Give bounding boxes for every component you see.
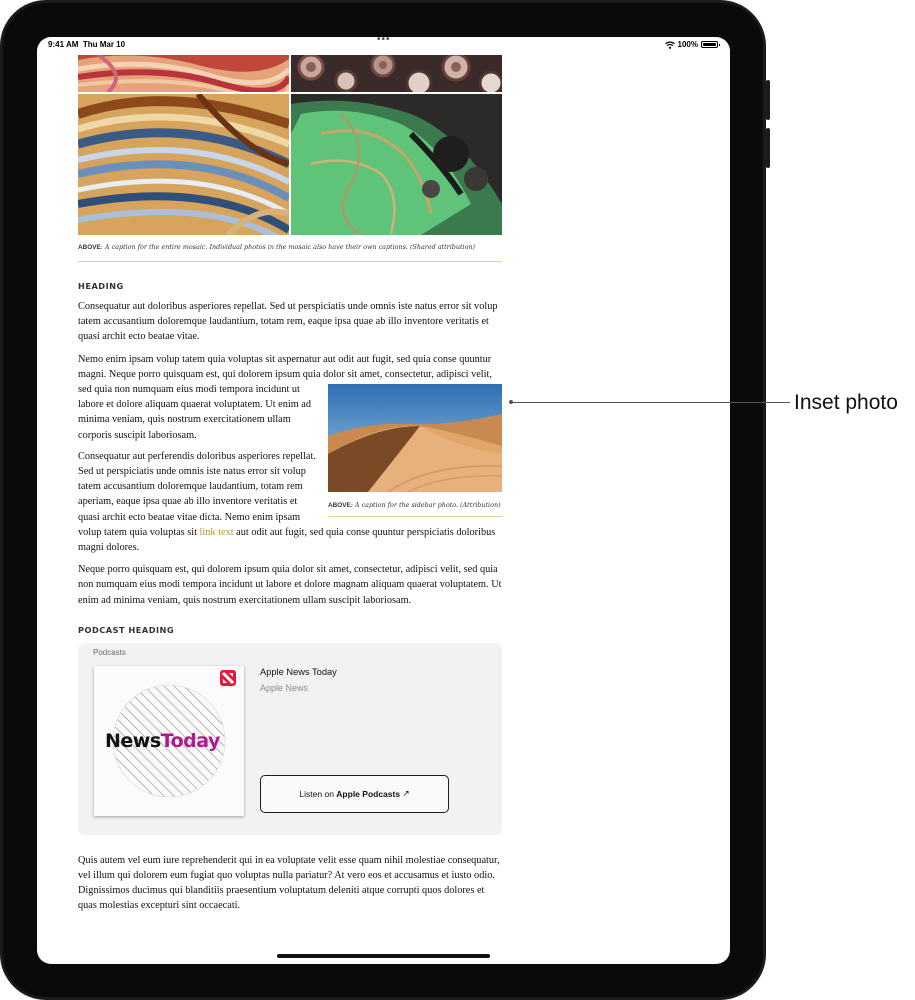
mosaic-photo-banded-agate[interactable] [78,94,289,235]
podcast-title: Apple News Today [260,666,337,677]
apple-news-icon [220,670,236,686]
callout-label-inset-photo: Inset photo [794,391,898,414]
podcasts-provider-label: Podcasts [93,647,126,657]
artwork-wordmark: NewsToday [105,729,220,752]
volume-down-button [766,128,770,168]
mosaic-caption-rule [78,261,502,262]
status-bar [37,37,730,53]
inset-photo-desert-dunes[interactable] [328,384,502,492]
podcast-publisher: Apple News [260,682,309,693]
article-content [78,55,502,914]
mosaic-photo-dark-rings[interactable] [291,55,502,92]
inset-photo-caption: ABOVE: A caption for the sidebar photo. (Attribution) [328,501,501,510]
paragraph-5: Quis autem vel eum iure reprehenderit qui in ea voluptate velit esse quam nihil molestiae consequatur, vel illum qui dolorem eum fugiat quo voluptas nulla pariatur? At vero eos et accusamus et iusto odio. Dignissimos ducimus qui blanditiis praesentium voluptatum deleniti atque corrupti quos dolores et quas molestias excepturi sint occaecati. [78,854,500,912]
paragraph-3: Consequatur aut perferendis doloribus asperiores repellat. Sed ut perspiciatis unde omnis iste natus error sit volup tatem accusantium doloremque laudantium, totam rem aperiam, eaque ipsa quae ab illo inventore veritatis et quasi archit ecto beatae vitae dicta. Nemo enim ipsam volup tatem quia voluptas sit link text aut odit aut fugit, sed quia conse quuntur perspiciatis doloribus magni dolores. [78,450,496,554]
external-link-arrow-icon: ↗ [402,788,410,799]
mosaic-photo-green-stone[interactable] [291,94,502,235]
paragraph-2: Nemo enim ipsam volup tatem quia voluptas sit aspernatur aut odit aut fugit, sed quia conse quuntur magni. Neque porro quisquam est, qui dolorem ipsum quia dolor sit amet, consectetur, adipisci velit, sed quia non numquam eius modi tempora incidunt ut ABOVE: A caption for the sidebar photo. (Attribution) labore et dolore aliquam quaerat voluptatem. Ut enim ad minima veniam, quis nostrum exercitationem ullam corporis suscipit laboriosam. [78,352,502,443]
status-indicators [665,40,718,49]
status-time: 9:41 AM Thu Mar 10 [48,40,126,49]
screen [37,37,730,964]
battery-icon [701,41,718,48]
podcast-card[interactable] [78,643,502,835]
mosaic-photo-red-agate[interactable] [78,55,289,92]
photo-mosaic [78,55,502,235]
home-indicator[interactable] [277,954,490,958]
mosaic-caption: ABOVE: A caption for the entire mosaic. Individual photos in the mosaic also have their own captions. (Shared attribution) [78,243,476,251]
podcast-artwork[interactable] [94,666,244,816]
volume-up-button [766,80,770,120]
inset-caption-rule [328,516,502,517]
multitasking-dots-icon[interactable]: ••• [377,37,391,45]
podcast-heading: PODCAST HEADING [78,624,175,635]
inline-link[interactable]: link text [199,526,234,538]
callout-line [511,402,790,403]
listen-on-apple-podcasts-button[interactable]: Listen on Apple Podcasts ↗ [260,775,449,813]
wifi-icon [665,41,675,49]
battery-percent: 100% [677,40,698,49]
inset-photo-block [328,384,502,517]
paragraph-4: Neque porro quisquam est, qui dolorem ipsum quia dolor sit amet, consectetur, adipisci velit, sed quia non numquam eius modi tempora incidunt ut labore et dolore magnam aliquam quaerat voluptatem. Ut enim ad minima veniam, quis nostrum exercitationem ullam suscipit laboriosam. [78,564,502,606]
paragraph-1: Consequatur aut doloribus asperiores repellat. Sed ut perspiciatis unde omnis iste natus error sit volup tatem accusantium doloremque laudantium, totam rem, eaque ipsa quae ab illo inventore veritatis et quasi archit ecto beatae vitae. [78,301,498,343]
section-heading: HEADING [78,281,124,291]
